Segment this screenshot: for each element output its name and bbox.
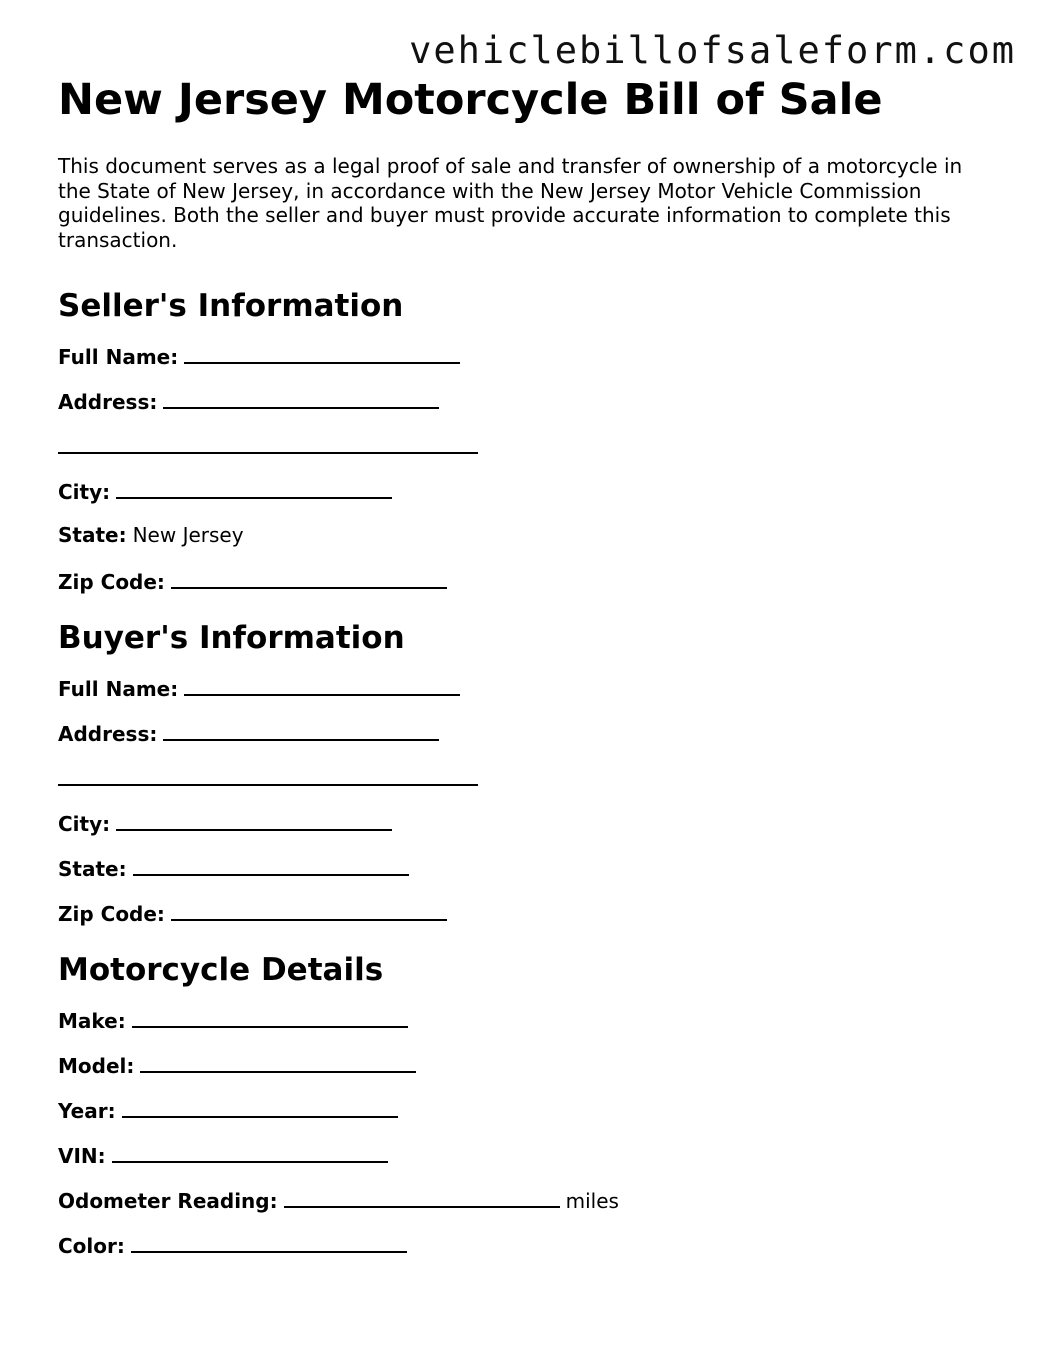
page-title: New Jersey Motorcycle Bill of Sale	[58, 75, 883, 125]
buyer-zip-label: Zip Code:	[58, 902, 165, 926]
buyer-address-line-2-row	[58, 765, 998, 789]
buyer-state-field[interactable]	[133, 855, 409, 876]
odometer-label: Odometer Reading:	[58, 1189, 278, 1213]
seller-address-line-2-row	[58, 433, 998, 457]
vin-label: VIN:	[58, 1144, 106, 1168]
seller-fields	[58, 343, 998, 592]
model-field[interactable]	[140, 1052, 416, 1073]
vin-row	[58, 1142, 998, 1166]
buyer-address-field[interactable]	[163, 720, 439, 741]
site-watermark: vehiclebillofsaleform.com	[409, 29, 1016, 72]
buyer-fields	[58, 675, 998, 924]
vin-field[interactable]	[112, 1142, 388, 1163]
seller-city-label: City:	[58, 480, 111, 504]
make-row	[58, 1007, 998, 1031]
seller-full-name-label: Full Name:	[58, 345, 179, 369]
buyer-city-label: City:	[58, 812, 111, 836]
seller-zip-field[interactable]	[171, 568, 447, 589]
seller-section-heading: Seller's Information	[58, 288, 404, 324]
motorcycle-section-heading: Motorcycle Details	[58, 952, 384, 988]
seller-address-row	[58, 388, 998, 412]
color-label: Color:	[58, 1234, 125, 1258]
seller-city-field[interactable]	[116, 478, 392, 499]
odometer-unit: miles	[565, 1189, 619, 1213]
buyer-city-field[interactable]	[116, 810, 392, 831]
buyer-section-heading: Buyer's Information	[58, 620, 405, 656]
seller-zip-label: Zip Code:	[58, 570, 165, 594]
model-row	[58, 1052, 998, 1076]
seller-state-row	[58, 523, 998, 547]
buyer-state-row	[58, 855, 998, 879]
buyer-zip-field[interactable]	[171, 900, 447, 921]
seller-address-line-2-field[interactable]	[58, 433, 478, 454]
year-label: Year:	[58, 1099, 116, 1123]
make-field[interactable]	[132, 1007, 408, 1028]
buyer-city-row	[58, 810, 998, 834]
year-row	[58, 1097, 998, 1121]
buyer-zip-row	[58, 900, 998, 924]
motorcycle-fields	[58, 1007, 998, 1256]
buyer-full-name-row	[58, 675, 998, 699]
color-field[interactable]	[131, 1232, 407, 1253]
seller-state-label: State:	[58, 523, 127, 547]
intro-paragraph: This document serves as a legal proof of sale and transfer of ownership of a motorcycle in the State of New Jersey, in accordance with the New Jersey Motor Vehicle Commission guidelines. Both the seller and buyer must provide accurate information to complete this transaction.	[58, 154, 963, 252]
color-row	[58, 1232, 998, 1256]
buyer-full-name-field[interactable]	[184, 675, 460, 696]
model-label: Model:	[58, 1054, 135, 1078]
seller-full-name-field[interactable]	[184, 343, 460, 364]
odometer-row	[58, 1187, 998, 1211]
seller-state-value: New Jersey	[132, 523, 244, 547]
seller-full-name-row	[58, 343, 998, 367]
seller-zip-row	[58, 568, 998, 592]
seller-city-row	[58, 478, 998, 502]
buyer-address-row	[58, 720, 998, 744]
buyer-address-line-2-field[interactable]	[58, 765, 478, 786]
seller-address-field[interactable]	[163, 388, 439, 409]
year-field[interactable]	[122, 1097, 398, 1118]
buyer-address-label: Address:	[58, 722, 158, 746]
bill-of-sale-document	[58, 76, 998, 1256]
seller-address-label: Address:	[58, 390, 158, 414]
make-label: Make:	[58, 1009, 126, 1033]
odometer-field[interactable]	[284, 1187, 560, 1208]
buyer-full-name-label: Full Name:	[58, 677, 179, 701]
buyer-state-label: State:	[58, 857, 127, 881]
